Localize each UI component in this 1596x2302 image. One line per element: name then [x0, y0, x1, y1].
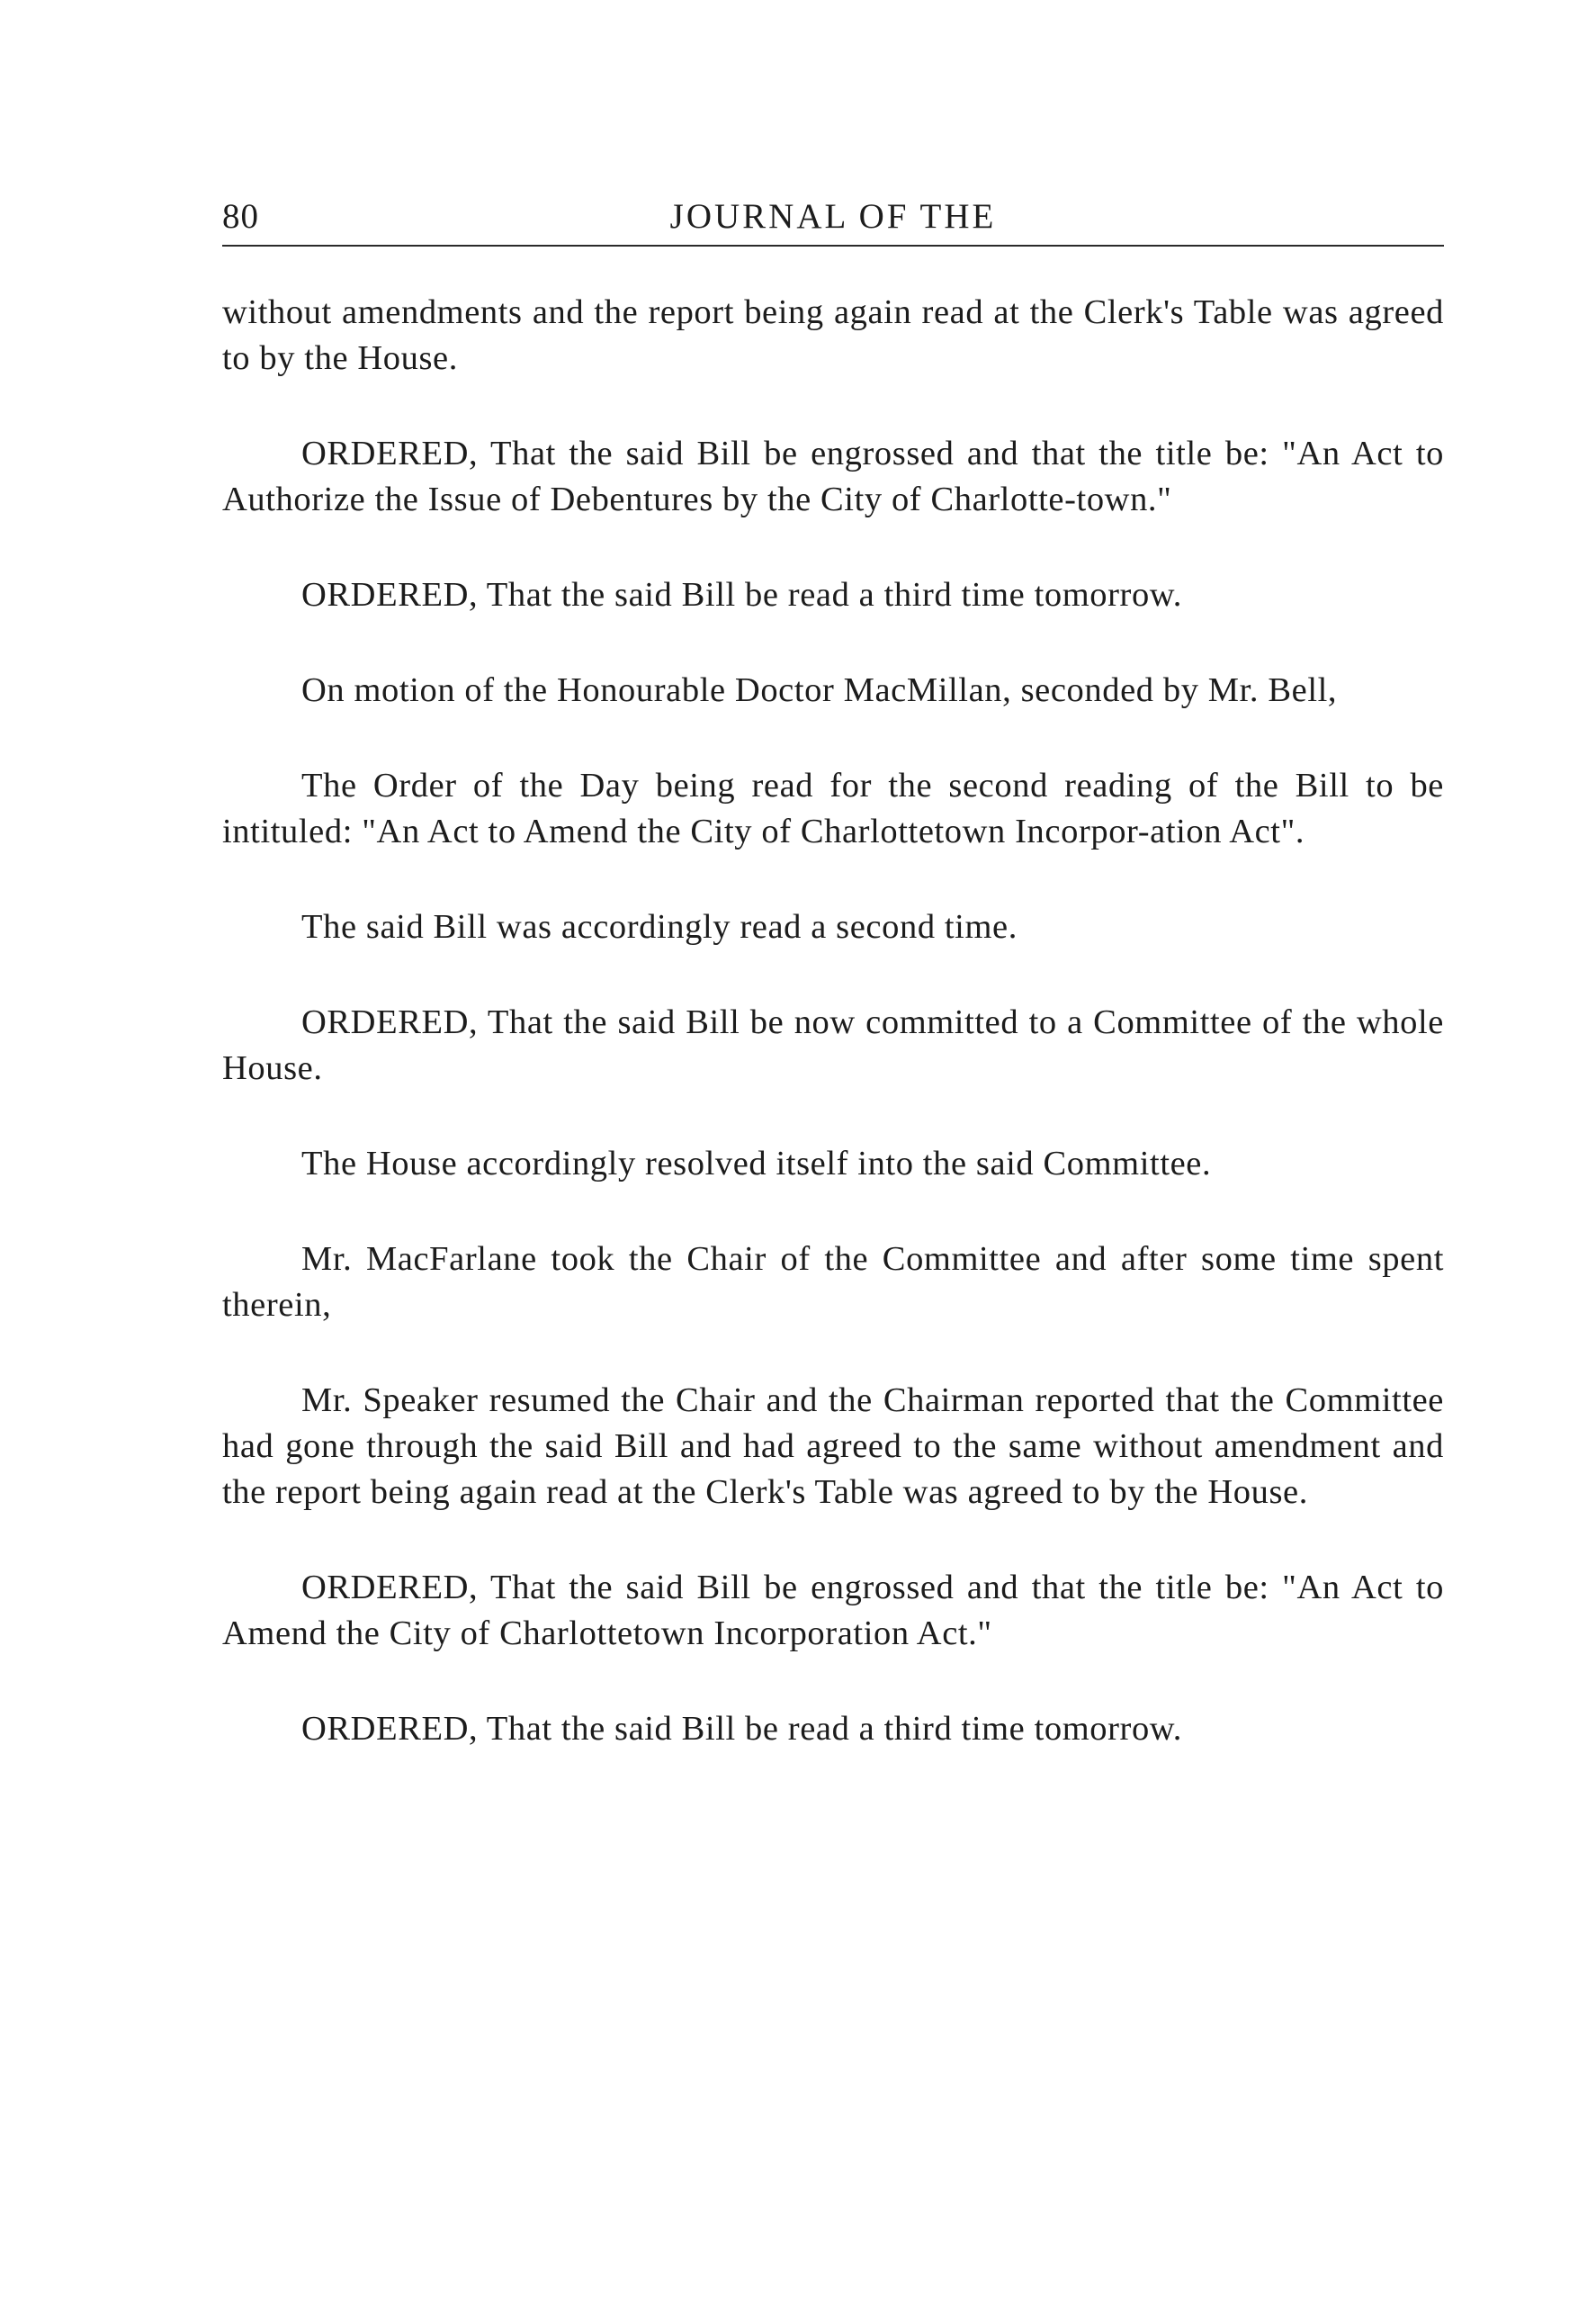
paragraph-committee-report-continued: without amendments and the report being again read at the Clerk's Table was agreed to by the House.	[222, 293, 1444, 377]
page-header	[222, 191, 1444, 245]
paragraph-chair-taken: Mr. MacFarlane took the Chair of the Committee and after some time spent therein,	[222, 1240, 1444, 1324]
header-rule	[222, 245, 1444, 247]
paragraph-ordered-third-reading-final: ORDERED, That the said Bill be read a third time tomorrow.	[301, 1710, 1182, 1748]
page-number: 80	[222, 197, 259, 236]
running-title: JOURNAL OF THE	[669, 197, 997, 236]
paragraph-ordered-engrossed-incorporation: ORDERED, That the said Bill be engrossed and that the title be: "An Act to Amend the City of Charlottetown Incorporation Act."	[222, 1569, 1444, 1652]
paragraph-speaker-resumed: Mr. Speaker resumed the Chair and the Chairman reported that the Committee had gone through the said Bill and had agreed to the same without amendment and the report being again read at the Clerk's Table was agreed to by the House.	[222, 1381, 1444, 1511]
journal-body	[222, 290, 1444, 1802]
paragraph-motion: On motion of the Honourable Doctor MacMillan, seconded by Mr. Bell,	[301, 671, 1338, 709]
paragraph-ordered-engrossed-debentures: ORDERED, That the said Bill be engrossed and that the title be: "An Act to Authorize the Issue of Debentures by the City of Charlotte-town."	[222, 435, 1444, 518]
paragraph-ordered-third-reading: ORDERED, That the said Bill be read a third time tomorrow.	[301, 576, 1182, 614]
paragraph-ordered-committed: ORDERED, That the said Bill be now committed to a Committee of the whole House.	[222, 1003, 1444, 1087]
paragraph-house-resolved: The House accordingly resolved itself into the said Committee.	[301, 1145, 1212, 1182]
paragraph-second-reading: The said Bill was accordingly read a second time.	[301, 908, 1018, 946]
paragraph-order-of-the-day: The Order of the Day being read for the second reading of the Bill to be intituled: "An Act to Amend the City of Charlottetown Incorpor-ation Act".	[222, 767, 1444, 850]
